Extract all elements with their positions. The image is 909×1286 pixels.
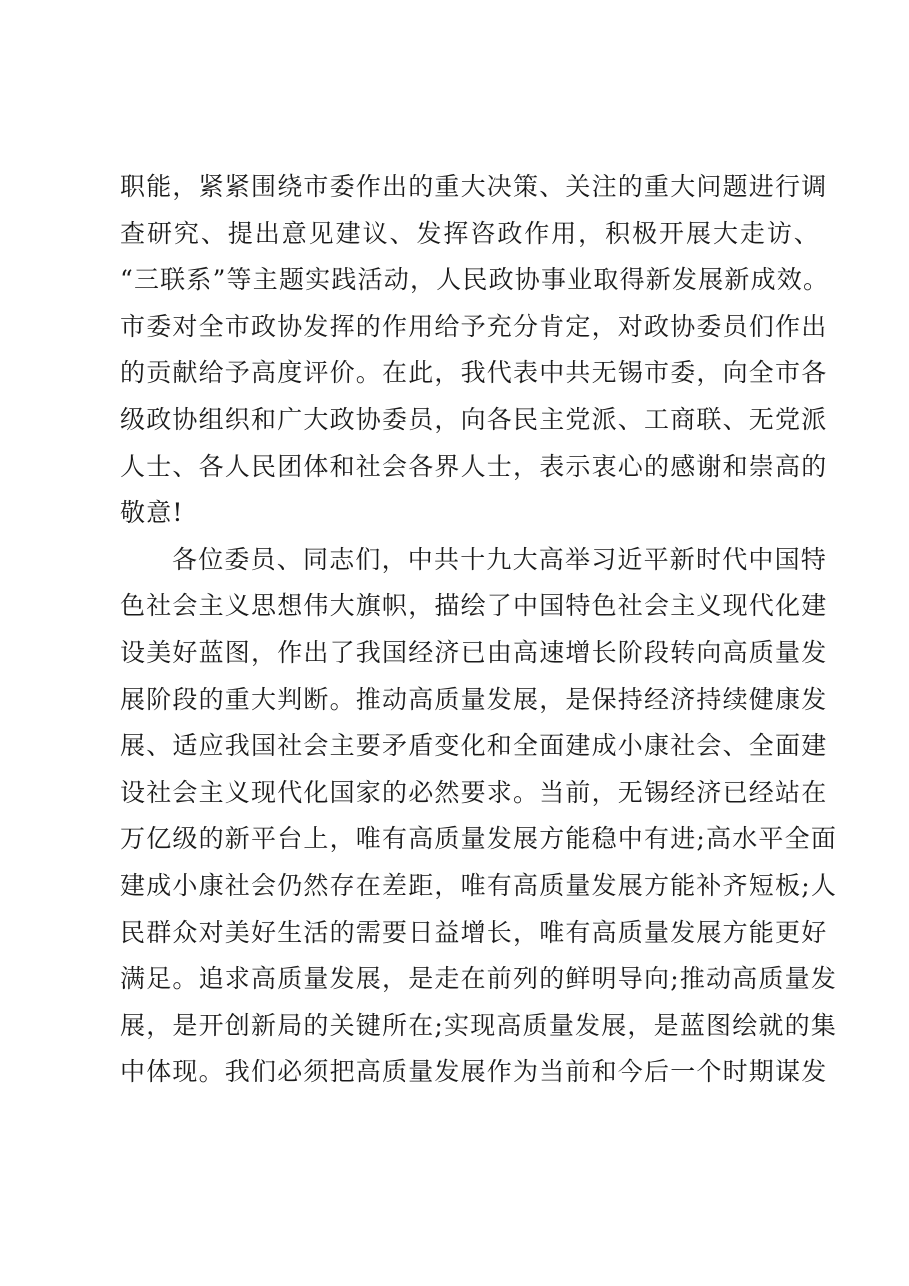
body-text (120, 164, 838, 1096)
text-line: 展阶段的重大判断。推动高质量发展，是保持经济持续健康发 (120, 684, 828, 714)
text-line: 民群众对美好生活的需要日益增长，唯有高质量发展方能更好 (120, 917, 828, 947)
text-line: 人士、各人民团体和社会各界人士，表示衷心的感谢和崇高的 (120, 451, 828, 481)
text-line: 查研究、提出意见建议、发挥咨政作用，积极开展大走访、 (120, 218, 820, 248)
text-line: 展，是开创新局的关键所在;实现高质量发展，是蓝图绘就的集 (120, 1010, 838, 1040)
text-line: 设美好蓝图，作出了我国经济已由高速增长阶段转向高质量发 (120, 637, 828, 667)
paragraph-first-line: 各位委员、同志们，中共十九大高举习近平新时代中国特 (172, 544, 828, 574)
text-line: 职能，紧紧围绕市委作出的重大决策、关注的重大问题进行调 (120, 172, 828, 201)
text-line: 色社会主义思想伟大旗帜，描绘了中国特色社会主义现代化建 (120, 591, 828, 621)
text-line: 万亿级的新平台上，唯有高质量发展方能稳中有进;高水平全面 (120, 824, 838, 854)
text-line: 敬意! (120, 498, 184, 528)
text-line: 市委对全市政协发挥的作用给予充分肯定，对政协委员们作出 (120, 311, 828, 341)
text-line: 中体现。我们必须把高质量发展作为当前和今后一个时期谋发 (120, 1057, 828, 1087)
text-line: 展、适应我国社会主要矛盾变化和全面建成小康社会、全面建 (120, 731, 828, 761)
text-line: 的贡献给予高度评价。在此，我代表中共无锡市委，向全市各 (120, 358, 828, 388)
text-line: 设社会主义现代化国家的必然要求。当前，无锡经济已经站在 (120, 777, 828, 807)
text-line: 级政协组织和广大政协委员，向各民主党派、工商联、无党派 (120, 404, 828, 434)
text-line: 建成小康社会仍然存在差距，唯有高质量发展方能补齐短板;人 (120, 870, 838, 900)
text-line: “三联系”等主题实践活动，人民政协事业取得新发展新成效。 (120, 265, 830, 295)
text-line: 满足。追求高质量发展，是走在前列的鲜明导向;推动高质量发 (120, 964, 838, 994)
